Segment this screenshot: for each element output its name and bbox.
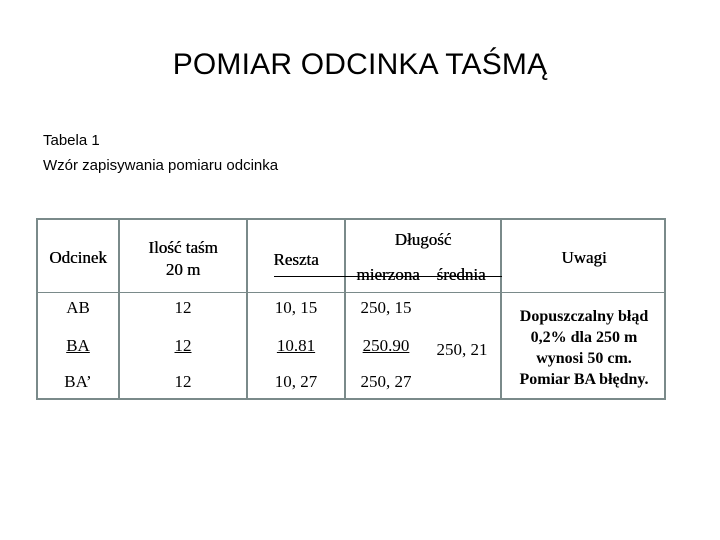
table-description: Wzór zapisywania pomiaru odcinka — [43, 157, 279, 174]
measurement-table — [36, 218, 666, 400]
srednia-value: 250, 21 — [436, 340, 488, 359]
row-ab-odcinek: AB — [66, 298, 90, 317]
uwagi-note — [502, 306, 666, 390]
header-mierzona: mierzona — [356, 265, 420, 284]
row-ab-reszta: 10, 15 — [274, 298, 318, 317]
row-ba-reszta: 10.81 — [276, 336, 316, 355]
uwagi-line: 0,2% dla 250 m — [530, 329, 638, 346]
row-ab-ilosc: 12 — [174, 298, 192, 317]
row-ba-prime-mierzona: 250, 27 — [360, 372, 412, 391]
header-uwagi: Uwagi — [561, 248, 607, 267]
row-ba-prime-ilosc: 12 — [174, 372, 192, 391]
row-ba-prime-reszta: 10, 27 — [274, 372, 318, 391]
header-ilosc-line2: 20 m — [165, 260, 201, 279]
uwagi-line: Dopuszczalny błąd — [519, 308, 649, 325]
row-ba-odcinek: BA — [66, 336, 90, 355]
uwagi-line: wynosi 50 cm. — [536, 350, 632, 367]
header-srednia: średnia — [436, 265, 486, 284]
row-ab-mierzona: 250, 15 — [360, 298, 412, 317]
uwagi-line: Pomiar BA błędny. — [519, 371, 649, 388]
header-reszta: Reszta — [273, 250, 319, 269]
row-ba-prime-odcinek: BA’ — [64, 372, 92, 391]
row-divider — [38, 292, 664, 293]
table-label: Tabela 1 — [43, 132, 100, 149]
header-ilosc-line1: Ilość taśm — [148, 238, 218, 257]
header-dlugosc: Długość — [394, 230, 452, 249]
page-title: POMIAR ODCINKA TAŚMĄ — [172, 48, 548, 81]
header-odcinek: Odcinek — [49, 248, 107, 267]
row-ba-ilosc: 12 — [174, 336, 192, 355]
row-ba-mierzona: 250.90 — [362, 336, 410, 355]
